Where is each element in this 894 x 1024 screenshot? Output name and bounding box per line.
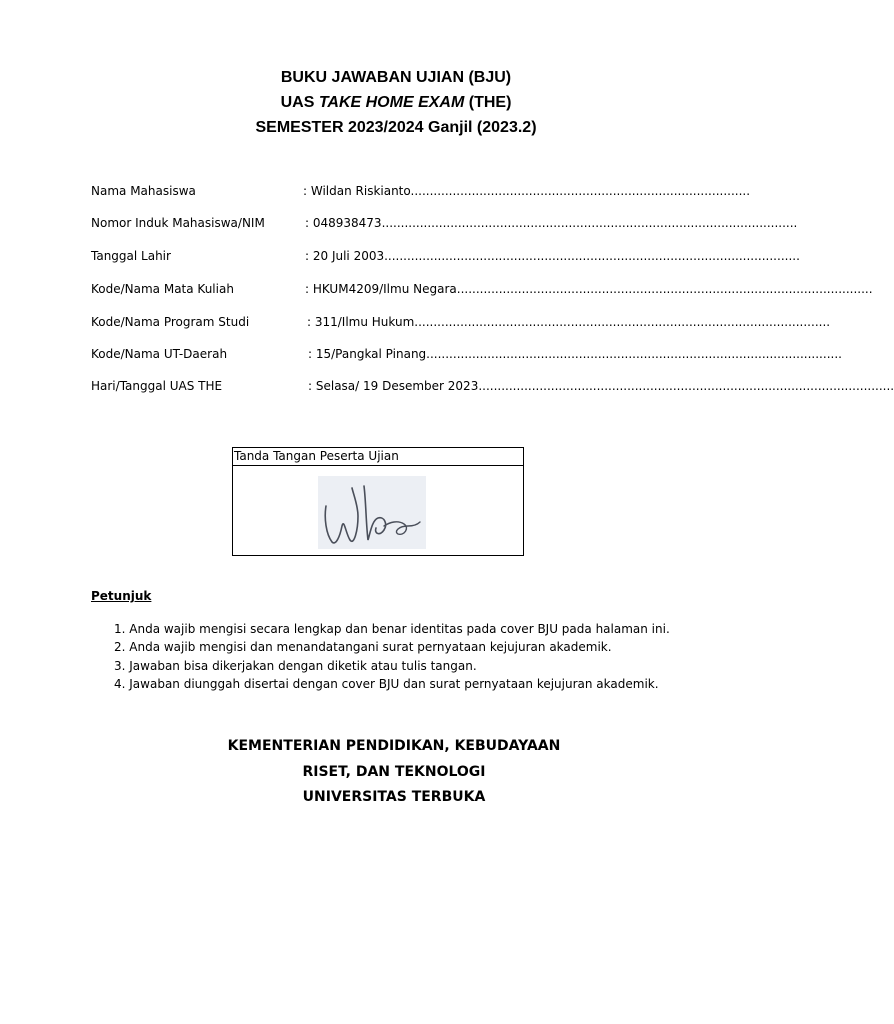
identity-value: : 048938473............................................................................................................. — [305, 216, 798, 230]
exam-type-title — [0, 91, 792, 115]
list-item: 3. Jawaban bisa dikerjakan dengan diketik atau tulis tangan. — [114, 658, 477, 673]
identity-label: Tanggal Lahir — [91, 249, 171, 263]
exam-type-suffix: (THE) — [464, 94, 512, 111]
identity-value: : 15/Pangkal Pinang............................................................................................................. — [308, 347, 842, 361]
signature-image — [318, 476, 426, 549]
institution-line-3: UNIVERSITAS TERBUKA — [302, 789, 486, 805]
identity-value: : Selasa/ 19 Desember 2023............................................................................................................. — [308, 379, 894, 393]
identity-row-tanggal-lahir — [91, 247, 800, 265]
list-item: 2. Anda wajib mengisi dan menandatangani surat pernyataan kejujuran akademik. — [114, 640, 612, 655]
signature-box — [232, 447, 524, 556]
identity-row-mata-kuliah — [91, 280, 873, 298]
institution-line-2: RISET, DAN TEKNOLOGI — [302, 764, 486, 780]
exam-type-prefix: UAS — [280, 94, 319, 111]
signature-label: Tanda Tangan Peserta Ujian — [233, 448, 523, 466]
petunjuk-list — [114, 620, 670, 693]
semester-title: SEMESTER 2023/2024 Ganjil (2023.2) — [255, 119, 537, 136]
document-title: BUKU JAWABAN UJIAN (BJU) — [280, 69, 512, 86]
exam-type-italic: TAKE HOME EXAM — [318, 94, 465, 111]
identity-row-nama — [91, 182, 751, 200]
identity-value: : Wildan Riskianto......................................................................................... — [303, 184, 751, 198]
identity-row-nim — [91, 214, 798, 232]
identity-row-ut-daerah — [91, 345, 842, 363]
identity-label: Kode/Nama UT-Daerah — [91, 347, 228, 361]
identity-label: Nama Mahasiswa — [91, 184, 196, 198]
identity-value: : 20 Juli 2003............................................................................................................. — [305, 249, 800, 263]
institution-line-1: KEMENTERIAN PENDIDIKAN, KEBUDAYAAN — [227, 738, 561, 754]
identity-label: Kode/Nama Program Studi — [91, 315, 250, 329]
handwritten-signature-icon — [318, 476, 426, 549]
identity-value: : 311/Ilmu Hukum............................................................................................................. — [307, 315, 831, 329]
identity-value: : HKUM4209/Ilmu Negara............................................................................................................. — [305, 282, 873, 296]
identity-label: Hari/Tanggal UAS THE — [91, 379, 223, 393]
identity-label: Kode/Nama Mata Kuliah — [91, 282, 234, 296]
identity-row-program-studi — [91, 313, 831, 331]
list-item: 4. Jawaban diunggah disertai dengan cover BJU dan surat pernyataan kejujuran akademik. — [114, 676, 659, 691]
list-item: 1. Anda wajib mengisi secara lengkap dan benar identitas pada cover BJU pada halaman ini. — [114, 622, 670, 636]
petunjuk-heading: Petunjuk — [91, 589, 152, 603]
identity-label: Nomor Induk Mahasiswa/NIM — [91, 216, 265, 230]
identity-row-hari-tanggal — [91, 377, 894, 395]
